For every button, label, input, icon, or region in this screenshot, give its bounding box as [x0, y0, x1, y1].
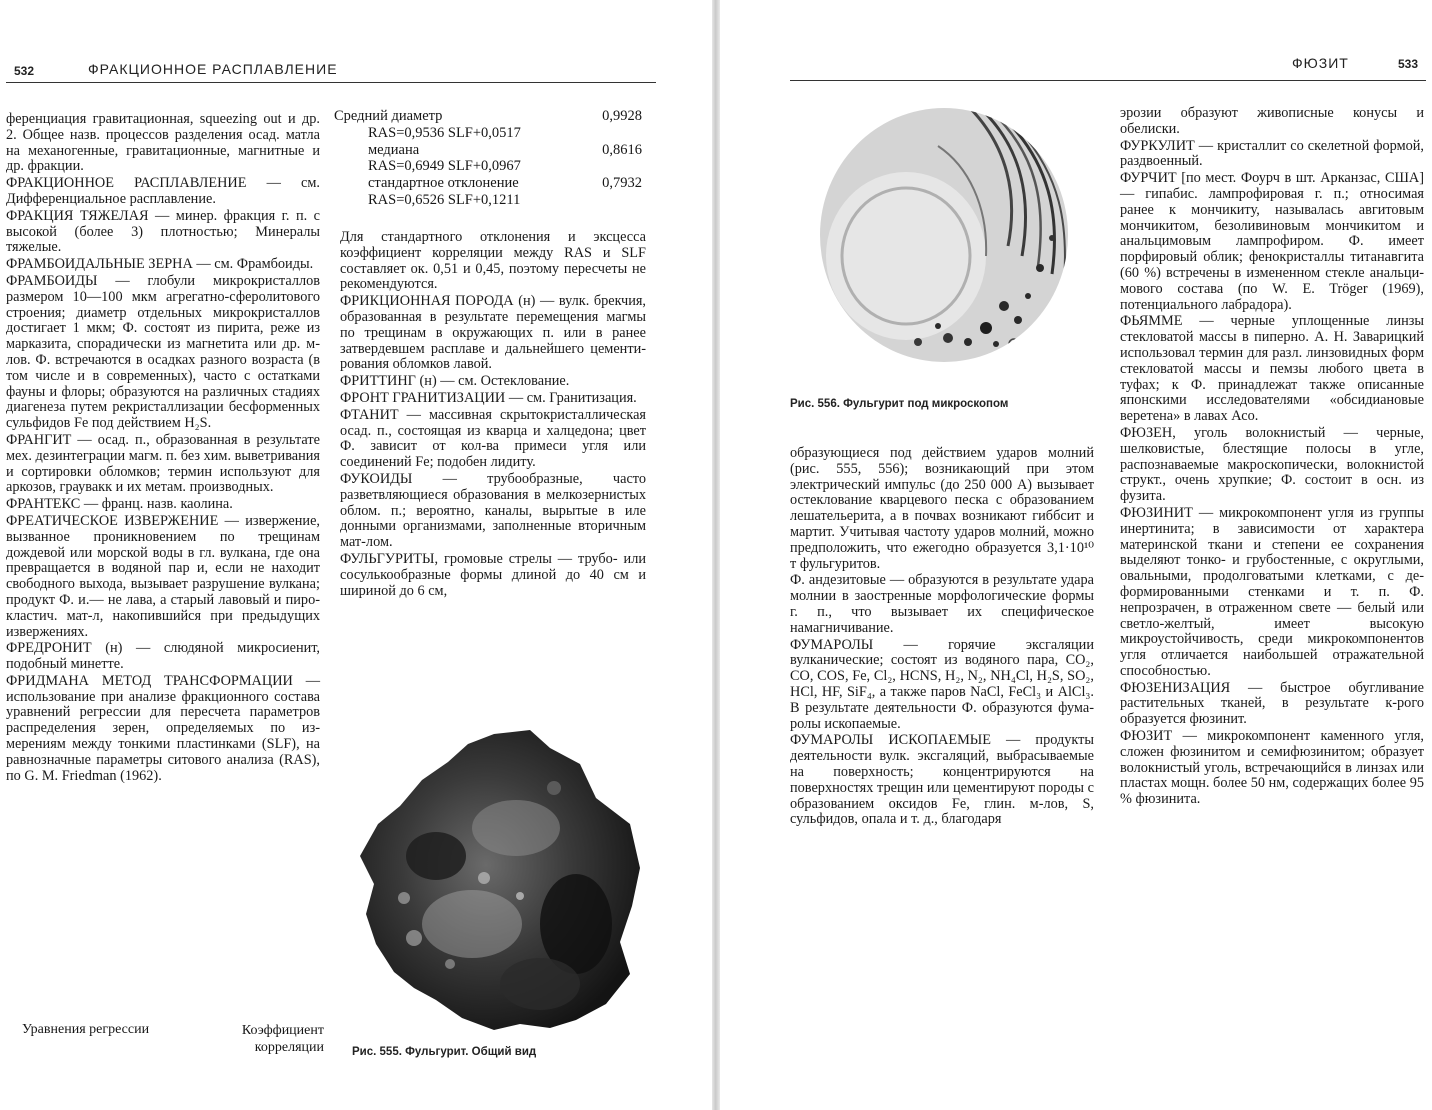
- entry-text: ФТАНИТ — массивная скрытокристаллическая осад. п., состоящая из кварца и халцедона; цвет Ф. зависит от кол-ва примеси угля или соединений Fe; подобен лидиту.: [340, 406, 646, 471]
- right-column-1: [790, 446, 1094, 946]
- entry-text: ФРИТТИНГ (н) — см. Остеклование.: [340, 373, 570, 390]
- formula-row: [334, 108, 642, 125]
- entry-text: ФРАМБОИДАЛЬНЫЕ ЗЕРНА — см. Фрамбоиды.: [6, 256, 314, 273]
- book-gutter: [712, 0, 720, 1110]
- figure-555-caption: Рис. 555. Фульгурит. Общий вид: [352, 1046, 537, 1058]
- entry-text: ФУЛЬГУРИТЫ, громовые стрелы — трубо- или сосулькообразные формы длиной до 40 см и шириной до 6 см,: [340, 550, 646, 599]
- entry-text: ФУРЧИТ [по мест. Фоурч в шт. Арканзас, США] — гипабис. лампрофировая г. п.; относимая ранее к мончикиту, называлась авгитовым мончикитом, безоливиновым мончикитом и анальцимовым лампрофиром. Ф. имеет порфировый облик; фенокристаллы титанавгита (60 %) встречены в измененном стекле анальцимового состава (по W. E. Tröger (1969), потенциального лабрадора).: [1120, 170, 1424, 313]
- microscope-photo: [818, 106, 1070, 364]
- entry-text: ФРИДМАНА МЕТОД ТРАНСФОРМАЦИИ — использование при анализе фракционного состава уравнений регрессии для пересчета параметров распределения зерен, определяемых по измерениям между тонкими пластинками (SLF), на равнозначные параметры ситового анализа (RAS), по G. M. Friedman (1962).: [6, 672, 320, 784]
- entry-text: Ф. андезитовые — образуются в результате удара молнии в заостренные морфологические формы г. п., что вызывает их специфическое намагничивание.: [790, 572, 1094, 636]
- table-header-coefficient: Коэффициент корреляции: [241, 1023, 324, 1055]
- formula-value: 0,9928: [602, 108, 642, 124]
- formula-row: [334, 175, 642, 192]
- formula-row: [334, 192, 642, 209]
- formula-value: 0,8616: [602, 141, 642, 158]
- entry-text: образующиеся под действием ударов молний (рис. 555, 556); возникающий при этом электрический импульс (до 250 000 А) вызывает остеклование кварцевого песка с образованием лешательерита, а в почвах возникают гиббсит и мартит. Учитывая частоту ударов молний, можно предположить, что ежегодно образуется 3,1·10¹⁰ т фульгуритов.: [790, 445, 1094, 572]
- formula-label: стандартное отклонение: [368, 175, 519, 192]
- left-page-number: 532: [14, 64, 35, 78]
- right-running-head: ФЮЗИТ: [1292, 55, 1349, 71]
- formula-row: [334, 142, 642, 159]
- left-column-1: [6, 112, 320, 1012]
- entry-text: ФУМАРОЛЫ ИСКОПАЕМЫЕ — продукты деятельности вулк. эксгаляций, выбрасываемые на поверхность; концентрируются на поверхностях трещин или цементируют породы с образованием оксидов Fe, глин. м-лов, S, сульфидов, опала и т. д., благодаря: [790, 732, 1094, 828]
- figure-556-caption: Рис. 556. Фульгурит под микроскопом: [790, 398, 1009, 410]
- entry-text: ФУКОИДЫ — трубообразные, часто разветвляющиеся образования в мелкозернистых облом. п.; вероятно, каналы, вырытые в иле донными организмами, заполненные вторичным мат-лом.: [340, 470, 646, 551]
- formula-label: RAS=0,9536 SLF+0,0517: [368, 124, 521, 141]
- entry-text: ФЮЗЕНИЗАЦИЯ — быстрое обугливание растительных тканей, в результате к-рого образуется фюзинит.: [1120, 679, 1424, 728]
- entry-text: Для стандартного отклонения и эксцесса коэффициент корреляции между RAS и SLF составляет ок. 0,51 и 0,45, поэтому пересчеты не рекомендуются.: [340, 229, 646, 293]
- entry-text: ФЬЯММЕ — черные уплощенные линзы стекловатой массы в пиперно. А. Н. Заварицкий использовал термин для разл. линзовидных форм стекловатой массы и пемзы любого цвета в туфах; к Ф. принадлежат также описанные японскими исследователями «обсидиановые веретена» в лавах Асо.: [1120, 313, 1424, 425]
- fulgurite-photo: [344, 728, 644, 1034]
- entry-text: ФРАНГИТ — осад. п., образованная в результате мех. дезинтеграции магм. п. без хим. выветривания и сортировки обломков; термин используют для аркозов, граувакк и их метам. производных.: [6, 431, 320, 496]
- right-column-2: [1120, 106, 1424, 946]
- formula-label: RAS=0,6526 SLF+0,1211: [368, 191, 521, 208]
- entry-text: эрозии образуют живописные конусы и обелиски.: [1120, 105, 1424, 137]
- entry-text: ФЮЗИТ — микрокомпонент каменного угля, сложен фюзинитом и семифюзинитом; образует волокнистый уголь, встречающийся в линзах или пластах мощн. более 50 нм, содержащих более 95 % фюзинита.: [1120, 728, 1424, 808]
- left-running-head: ФРАКЦИОННОЕ РАСПЛАВЛЕНИЕ: [88, 61, 338, 77]
- entry-text: ФРАКЦИЯ ТЯЖЕЛАЯ — минер. фракция г. п. с высокой (более 3) плотностью; Минералы тяжелые.: [6, 207, 320, 256]
- formula-value: 0,7932: [602, 175, 642, 192]
- right-page-number: 533: [1398, 57, 1419, 71]
- formula-row: [334, 125, 642, 142]
- formula-row: [334, 158, 642, 175]
- entry-text: ФРОНТ ГРАНИТИЗАЦИИ — см. Гранитизация.: [340, 389, 637, 406]
- entry-text: ФУРКУЛИТ — кристаллит со скелетной формой, раздвоенный.: [1120, 137, 1424, 170]
- left-header-rule: [6, 82, 656, 83]
- right-header-rule: [790, 80, 1426, 81]
- entry-text: ФРЕДРОНИТ (н) — слюдяной микросиенит, подобный минетте.: [6, 640, 320, 673]
- table-header-equations: Уравнения регрессии: [22, 1022, 150, 1037]
- left-column-2: [340, 230, 646, 710]
- formula-label: Средний диаметр: [334, 108, 443, 124]
- entry-text: ФРАНТЕКС — франц. назв. каолина.: [6, 496, 233, 513]
- entry-text: ФЮЗИНИТ — микрокомпонент угля из группы инертинита; в зависимости от характера материнской ткани и степени ее сохранения выделяют тонко- и грубостенные, с округлыми, овальными, продолговатыми клетками, с деформированными стенками и т. п. Ф. непрозрачен, в отраженном свете — белый или светло-желтый, имеет высокую микроустойчивость, среди микрокомпонентов угля отличается наибольшей отражательной способностью.: [1120, 504, 1424, 679]
- entry-text: ФРЕАТИЧЕСКОЕ ИЗВЕРЖЕНИЕ — извержение, вызванное проникновением по трещинам дождевой или морской воды в гл. вулкана, где она превращается в водяной пар и, если не находит свободного выхода, вызывает разрушение вулкана; продукт Ф. и.— не лава, а старый лавовый и пирокластич. мат-л, накопившийся при предыдущих извержениях.: [6, 512, 320, 640]
- regression-formulas: [334, 108, 642, 209]
- entry-text: ФРИКЦИОННАЯ ПОРОДА (н) — вулк. брекчия, образованная в результате перемещения магмы по трещинам в окружающих п. или в ранее затвердевшем расплаве и дальнейшего цементирования обломков лавой.: [340, 293, 646, 373]
- formula-label: RAS=0,6949 SLF+0,0967: [368, 158, 521, 175]
- formula-label: медиана: [368, 141, 420, 158]
- entry-text: ференциация гравитационная, squeezing out и др. 2. Общее назв. процессов разделения осад. матла на механогенные, гравитационные, магнитные и др. фракции.: [6, 111, 320, 175]
- entry-text: ФРАКЦИОННОЕ РАСПЛАВЛЕНИЕ — см. Дифференциальное расплавление.: [6, 175, 320, 207]
- entry-text: ФРАМБОИДЫ — глобули микрокристаллов размером 10—100 мкм агрегатно-сферолитового строения; диаметр отдельных микрокристаллов достигает 1 мкм; Ф. состоят из пирита, реже из марказита, спорадически из магнетита или др. м-лов. Ф. встречаются в осадках разного возраста (в том числе и в современных), часто с остатками фауны и флоры; образуются на различных стадиях диагенеза путем рекристаллизации бесформенных сульфидов Fe под действием H₂S.: [6, 272, 320, 432]
- entry-text: ФЮЗЕН, уголь волокнистый — черные, шелковистые, блестящие полосы в угле, распознаваемые макроскопически, волокнистой структ., очень хрупкие; Ф. состоит в осн. из фузита.: [1120, 424, 1424, 505]
- entry-text: ФУМАРОЛЫ — горячие эксгаляции вулканические; состоят из водяного пара, CO₂, CO, COS, Fe, Cl₂, HCNS, H₂, N₂, NH₄Cl, H₂S, SO₂, HCl, HF, SiF₄, а также паров NaCl, FeCl₃ и AlCl₃. В результате деятельности Ф. образуются фумаролы ископаемые.: [790, 636, 1094, 732]
